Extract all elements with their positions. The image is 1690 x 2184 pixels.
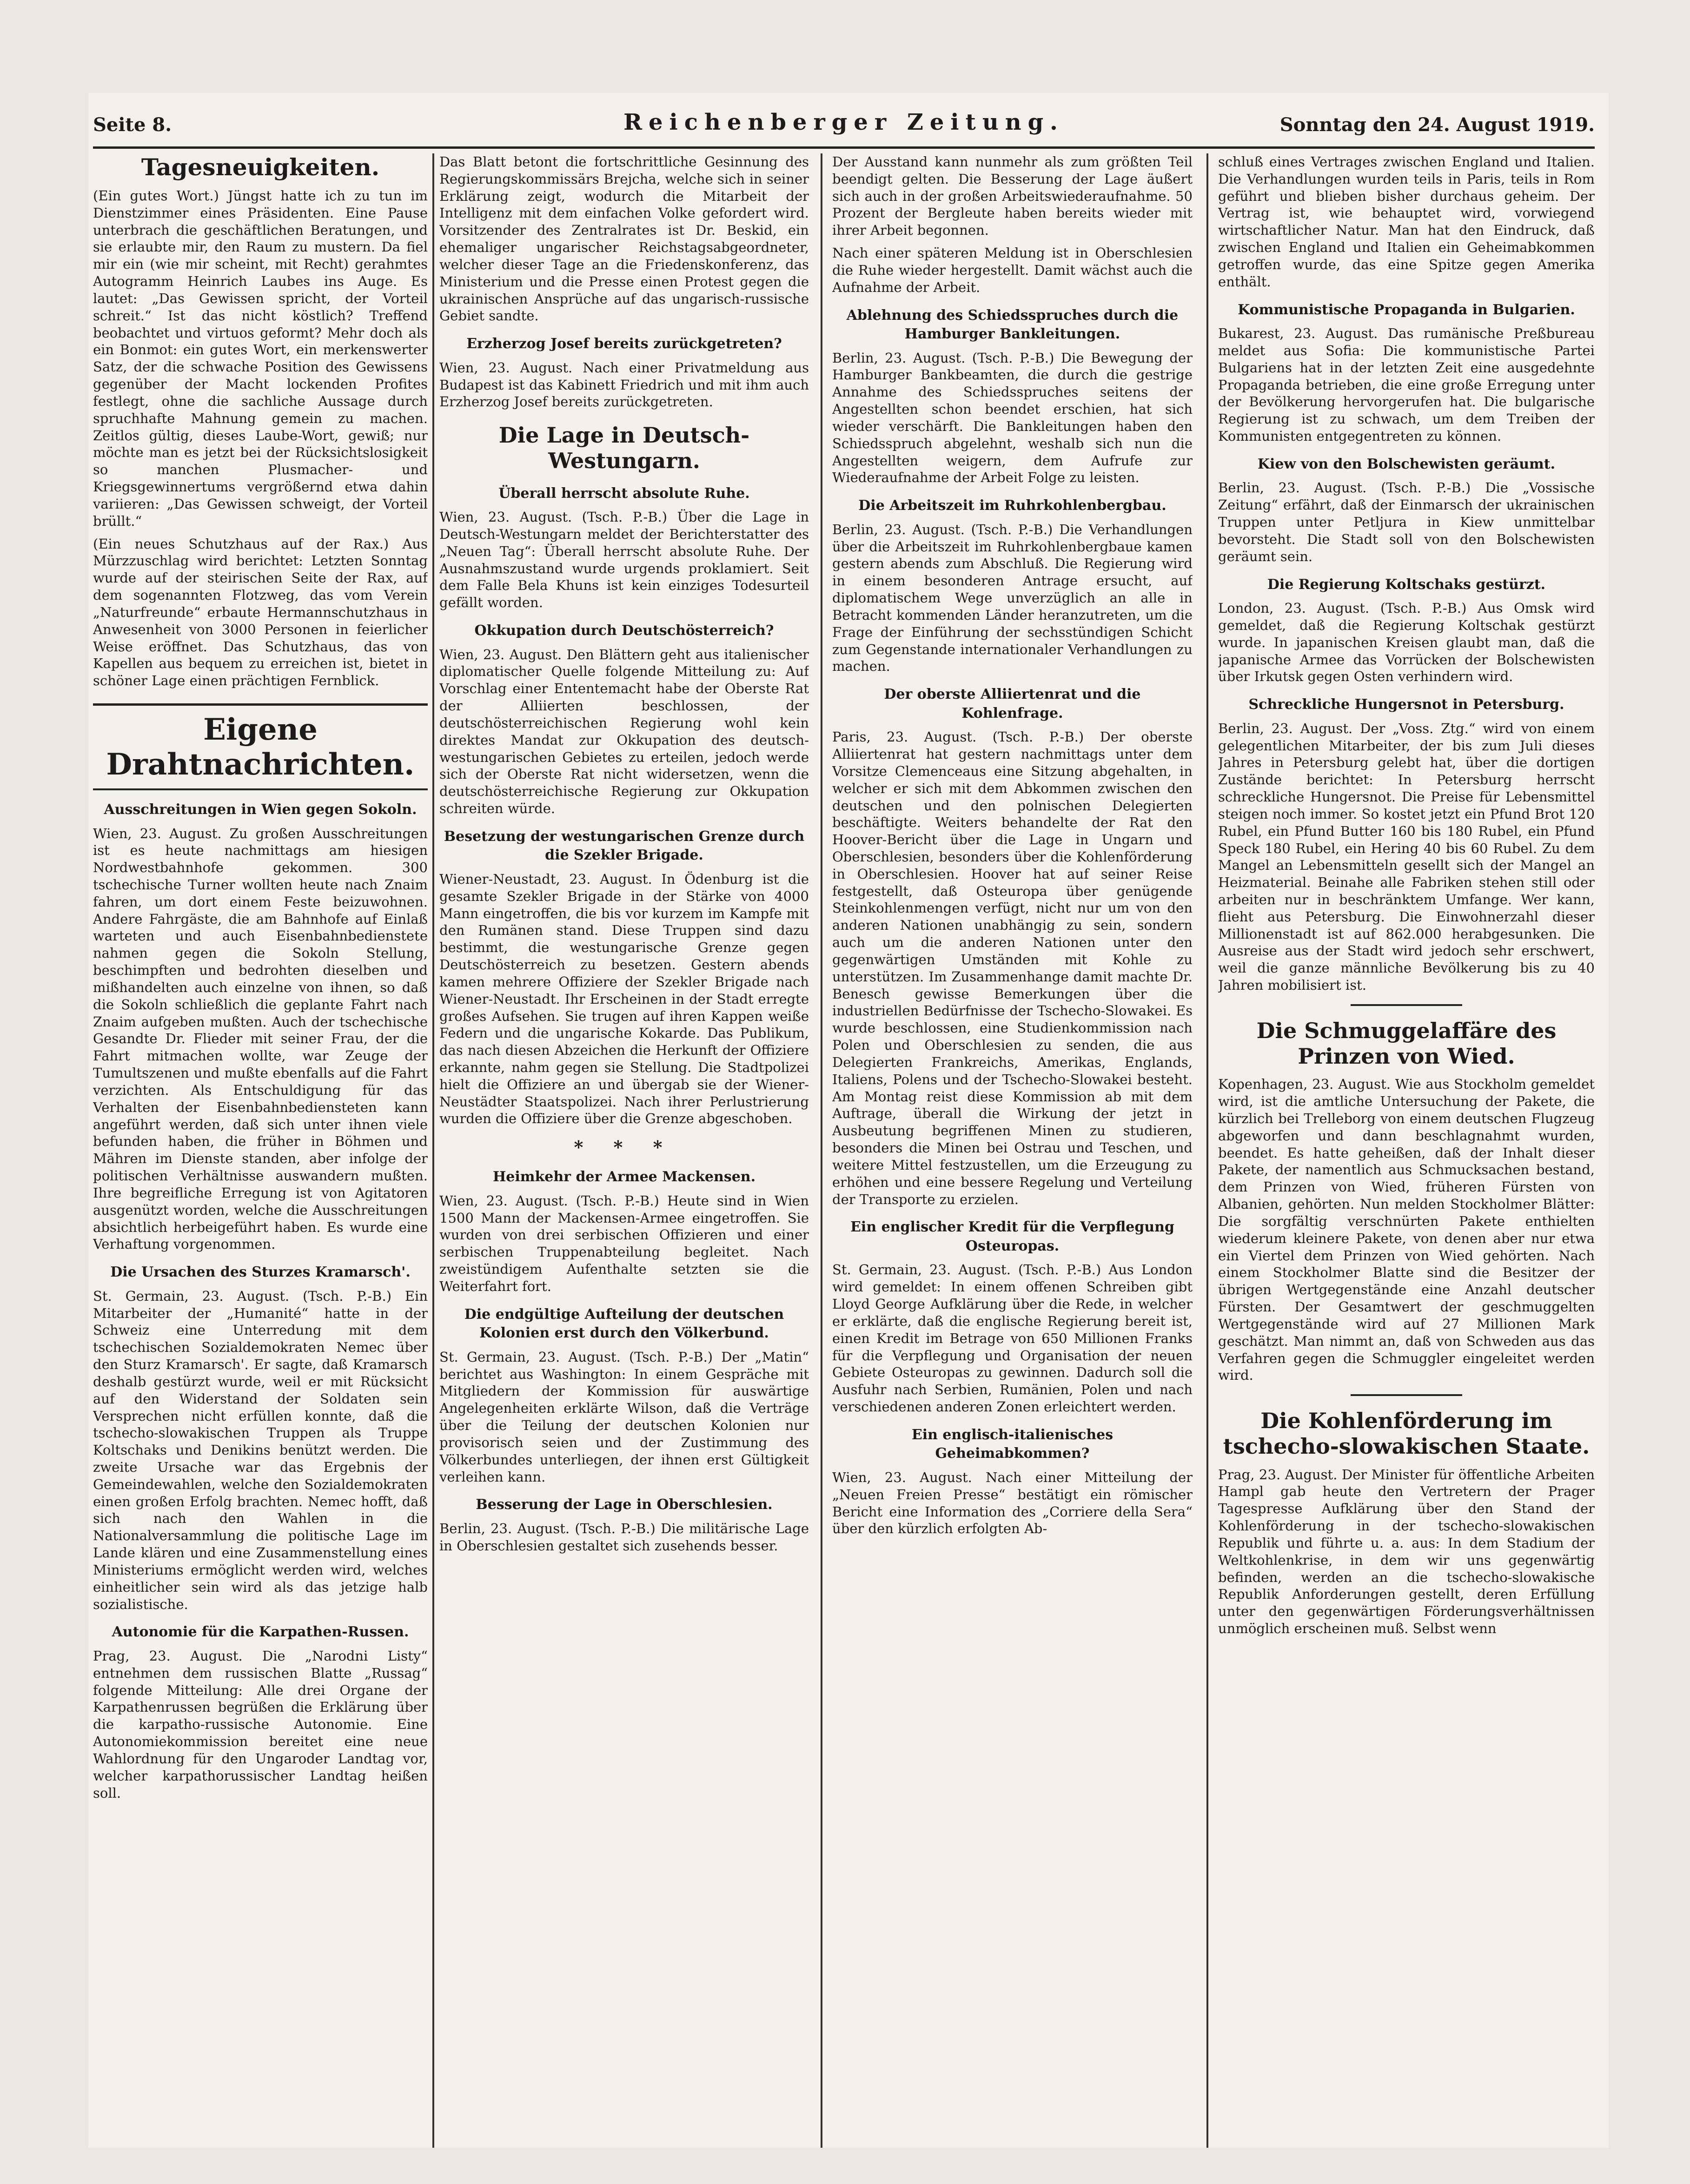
column-1 [93,153,428,2152]
article-headline: Ausschreitungen in Wien gegen Sokoln. [104,801,417,818]
article-headline: Der oberste Alliiertenrat und die Kohlenfrage. [884,686,1141,721]
article-paragraph: Prag, 23. August. Die „Narodni Listy“ entnehmen dem russischen Blatte „Russag“ folgende Mitteilung: Alle drei Organe der Karpathenrussen begrüßen die Erklärung über die karpatho-russische Autonomie. Eine Autonomiekommission bereitet eine neue Wahlordnung für den Ungaroder Landtag vor, welcher karpathorussischer Landtag heißen soll. [93,1648,428,1801]
article-title: Die Kohlenförderung im tschecho-slowakischen Staate. [1223,1408,1590,1459]
divider [1351,1394,1462,1396]
article-headline: Überall herrscht absolute Ruhe. [498,485,750,502]
article-headline: Die Regierung Koltschaks gestürzt. [1267,576,1546,593]
masthead-title: Reichenberger Zeitung. [623,109,1064,135]
article-headline: Heimkehr der Armee Mackensen. [492,1169,756,1185]
article-paragraph: Berlin, 23. August. (Tsch. P.-B.) Die Bewegung der Hamburger Bankbeamten, die durch die gestrige Annahme des Schiedsspruches seitens der Angestellten schon beendet erschien, hat sich wieder verschärft. Die Bankleitungen haben den Schiedsspruch abgelehnt, weshalb sich nun die Angestellten weigern, dem Aufrufe zur Wiederaufnahme der Arbeit Folge zu leisten. [832,350,1193,486]
article-paragraph: Das Blatt betont die fortschrittliche Gesinnung des Regierungskommissärs Brejcha, welche sich in seiner Erklärung zeigt, wodurch die Mitarbeit der Intelligenz mit dem einfachen Volke gefordert wird. Vorsitzender des Zentralrates ist Dr. Beskid, ein ehemaliger ungarischer Reichstagsabgeordneter, welcher dieser Tage an die Friedenskonferenz, das Ministerium und die Presse einen Protest gegen die ukrainischen Ansprüche auf das ungarisch-russische Gebiet sandte. [439,154,809,324]
article-paragraph: schluß eines Vertrages zwischen England und Italien. Die Verhandlungen wurden teils in Paris, teils in Rom geführt und blieben bisher durchaus geheim. Der Vertrag ist, wie behauptet wird, vorwiegend wirtschaftlicher Natur. Man hat den Eindruck, daß zwischen England und Italien ein Geheimabkommen getroffen wurde, das eine Spitze gegen Amerika enthält. [1218,154,1595,290]
article-paragraph: Wiener-Neustadt, 23. August. In Ödenburg ist die gesamte Szekler Brigade in der Stärke von 4000 Mann eingetroffen, die bis vor kurzem im Kampfe mit den Rumänen stand. Diese Truppen sind dazu bestimmt, die westungarische Grenze gegen Deutschösterreich zu besetzen. Gestern abends kamen mehrere Offiziere der Szekler Brigade nach Wiener-Neustadt. Ihr Erscheinen in der Stadt erregte großes Aufsehen. Sie trugen auf ihren Kappen weiße Federn und die ungarische Kokarde. Das Publikum, das nach diesen Abzeichen die Herkunft der Offiziere erkannte, nahm gegen sie Stellung. Die Stadtpolizei hielt die Offiziere an und übergab sie der Wiener-Neustädter Staatspolizei. Nach ihrer Perlustrierung wurden die Offiziere über die Grenze abgeschoben. [439,871,809,1127]
article-headline: Kiew von den Bolschewisten geräumt. [1257,456,1556,472]
section-banner: Eigene Drahtnachrichten. [93,703,428,790]
divider [1351,1004,1462,1006]
article-title: Die Lage in Deutsch-Westungarn. [498,423,750,474]
article-paragraph: St. Germain, 23. August. (Tsch. P.-B.) Der „Matin“ berichtet aus Washington: In einem Gespräche mit Mitgliedern der Kommission für auswärtige Angelegenheiten erklärte Wilson, daß die Verträge über die Teilung der deutschen Kolonien nur provisorisch seien und der Zustimmung des Völkerbundes unterliegen, der ihnen erst Gültigkeit verleihen kann. [439,1349,809,1485]
article-headline: Ablehnung des Schiedsspruches durch die Hamburger Bankleitungen. [846,307,1179,343]
column-rule [432,153,434,2148]
article-paragraph: St. Germain, 23. August. (Tsch. P.-B.) Aus London wird gemeldet: In einem offenen Schreiben gibt Lloyd George Aufklärung über die Rede, in welcher er erklärte, daß die englische Regierung bereit ist, einen Kredit im Betrage von 650 Millionen Franks für die Verpflegung und Organisation der neuen Gebiete Osteuropas zu gewinnen. Dadurch soll die Ausfuhr nach Serbien, Rumänien, Polen und nach verschiedenen anderen Zonen erleichtert werden. [832,1262,1193,1415]
article-paragraph: Berlin, 23. August. (Tsch. P.-B.) Die Verhandlungen über die Arbeitszeit im Ruhrkohlenbergbaue kamen gestern abends zum Abschluß. Die Regierung wird in einem besonderen Antrage ersucht, auf diplomatischem Wege unverzüglich an alle in Betracht kommenden Länder heranzutreten, um die Frage der Einführung der sechsstündigen Schicht zum Gegenstande internationaler Verhandlungen zu machen. [832,521,1193,675]
column-rule [1206,153,1208,2148]
section-separator: * * * [574,1137,675,1158]
column-3 [832,153,1193,2152]
issue-date: Sonntag den 24. August 1919. [1279,114,1595,136]
article-paragraph: London, 23. August. (Tsch. P.-B.) Aus Omsk wird gemeldet, daß die Regierung Koltschak gestürzt wurde. In japanischen Kreisen glaubt man, daß die japanische Armee das Vorrücken der Bolschewisten über Irkutsk gegen Osten verhindern wird. [1218,600,1595,685]
section-heading: Tagesneuigkeiten. [141,153,380,181]
column-2 [439,153,809,2152]
article-headline: Die Ursachen des Sturzes Kramarsch'. [110,1264,411,1281]
article-paragraph: Wien, 23. August. (Tsch. P.-B.) Über die Lage in Deutsch-Westungarn meldet der Berichterstatter des „Neuen Tag“: Überall herrscht absolute Ruhe. Der Ausnahmszustand wurde urgends proklamiert. Seit dem Falle Bela Khuns ist kein einziges Todesurteil gefällt worden. [439,509,809,611]
article-paragraph: Nach einer späteren Meldung ist in Oberschlesien die Ruhe wieder hergestellt. Damit wächst auch die Aufnahme der Arbeit. [832,245,1193,295]
article-paragraph: Wien, 23. August. (Tsch. P.-B.) Heute sind in Wien 1500 Mann der Mackensen-Armee eingetroffen. Sie wurden von drei serbischen Offizieren und einer serbischen Truppenabteilung begleitet. Nach zweistündigem Aufenthalte setzten sie die Weiterfahrt fort. [439,1192,809,1294]
article-paragraph: Kopenhagen, 23. August. Wie aus Stockholm gemeldet wird, ist die amtliche Untersuchung der Pakete, die kürzlich bei Trelleborg von einem deutschen Flugzeug abgeworfen und dann beschlagnahmt wurden, beendet. Es hatte geheißen, daß der Inhalt dieser Pakete, der namentlich aus Schmucksachen bestand, dem Prinzen von Wied, früheren Fürsten von Albanien, gehörten. Nun melden Stockholmer Blätter: Die sorgfältig verschnürten Pakete enthielten wiederum kleinere Pakete, von denen aber nur etwa ein Viertel dem Prinzen von Wied gehörten. Nach einem Stockholmer Blatte sind die Besitzer der übrigen Wertgegenstände eine Anzahl deutscher Fürsten. Der Gesamtwert der geschmuggelten Wertgegenstände wird auf 27 Millionen Mark geschätzt. Man nimmt an, daß von Schweden aus das Verfahren gegen die Schmuggler eingeleitet werden wird. [1218,1076,1595,1383]
article-headline: Die Arbeitszeit im Ruhrkohlenbergbau. [858,497,1166,514]
article-headline: Besserung der Lage in Oberschlesien. [476,1496,773,1513]
article-paragraph: St. Germain, 23. August. (Tsch. P.-B.) Ein Mitarbeiter der „Humanité“ hatte in der Schweiz eine Unterredung mit dem tschechischen Sozialdemokraten Nemec über den Sturz Kramarsch'. Er sagte, daß Kramarsch deshalb gestürzt wurde, weil er mit Rücksicht auf den Widerstand der Soldaten sein Versprechen nicht erfüllen konnte, daß die tschecho-slowakischen Truppen als Truppe Koltschaks und Denikins benützt werden. Die zweite Ursache war das Ergebnis der Gemeindewahlen, welche den Sozialdemokraten einen großen Erfolg brachten. Nemec hofft, daß sich nach den Wahlen in die Nationalversammlung die politische Lage im Lande klären und eine Zusammenstellung eines Ministeriums ermöglicht werden wird, welches einheitlicher sein wird als das jetzige halb sozialistische. [93,1288,428,1612]
article-paragraph: Bukarest, 23. August. Das rumänische Preßbureau meldet aus Sofia: Die kommunistische Partei Bulgariens hat in der letzten Zeit eine ausgedehnte Propaganda betrieben, die eine große Erregung unter der Bevölkerung hervorgerufen hat. Die bulgarische Regierung ist zu schwach, um dem Treiben der Kommunisten entgegentreten zu können. [1218,325,1595,444]
article-headline: Schreckliche Hungersnot in Petersburg. [1248,696,1564,713]
article-headline: Okkupation durch Deutschösterreich? [474,622,774,639]
column-4 [1218,153,1595,2152]
article-paragraph: Berlin, 23. August. Der „Voss. Ztg.“ wird von einem gelegentlichen Mitarbeiter, der bis zum Juli dieses Jahres in Petersburg gelebt hat, über die dortigen Zustände berichtet: In Petersburg herrscht schreckliche Hungersnot. Die Preise für Lebensmittel steigen noch immer. So kostet jetzt ein Pfund Brot 120 Rubel, ein Pfund Butter 160 bis 180 Rubel, ein Pfund Speck 180 Rubel, ein Hering 40 bis 60 Rubel. Zu dem Mangel an Lebensmitteln gesellt sich der Mangel an Heizmaterial. Beinahe alle Fabriken stehen still oder arbeiten nur in beschränktem Umfange. Wer kann, flieht aus Petersburg. Die Einwohnerzahl dieser Millionenstadt ist auf 862.000 herabgesunken. Die Ausreise aus der Stadt wird jedoch sehr erschwert, weil die ganze männliche Bevölkerung bis zu 40 Jahren mobilisiert ist. [1218,720,1595,993]
article-headline: Besetzung der westungarischen Grenze durch die Szekler Brigade. [444,828,805,864]
article-title: Die Schmuggelaffäre des Prinzen von Wied. [1256,1018,1557,1069]
article-paragraph: Wien, 23. August. Zu großen Ausschreitungen ist es heute nachmittags am hiesigen Nordwestbahnhofe gekommen. 300 tschechische Turner wollten heute nach Znaim fahren, um dort einem Feste beizuwohnen. Andere Fahrgäste, die am Bahnhofe auf Einlaß warteten und auch Eisenbahnbedienstete nahmen gegen die Sokoln Stellung, beschimpften und bedrohten dieselben und mißhandelten auch einzelne von ihnen, so daß die Sokoln schließlich die geplante Fahrt nach Znaim aufgeben mußten. Auch der tschechische Gesandte Dr. Flieder mit seiner Frau, der die Fahrt mitmachen wollte, war Zeuge der Tumultszenen und mußte ebenfalls auf die Fahrt verzichten. Als Entschuldigung für das Verhalten der Eisenbahnbediensteten kann angeführt werden, daß sich unter ihnen viele befunden haben, die früher in Böhmen und Mähren im Dienste standen, aber infolge der politischen Verhältnisse auswandern mußten. Ihre begreifliche Erregung ist von Agitatoren ausgenützt worden, welche die Ausschreitungen absichtlich herbeigeführt haben. Es wurde eine Verhaftung vorgenommen. [93,825,428,1252]
article-headline: Ein englisch-italienisches Geheimabkommen? [911,1426,1113,1462]
article-paragraph: Berlin, 23. August. (Tsch. P.-B.) Die „Vossische Zeitung“ erfährt, daß der Einmarsch der ukrainischen Truppen unter Petljura in Kiew unmittelbar bevorsteht. Die Stadt soll von den Bolschewisten geräumt sein. [1218,480,1595,564]
article-paragraph: (Ein gutes Wort.) Jüngst hatte ich zu tun im Dienstzimmer eines Präsidenten. Eine Pause unterbrach die geschäftlichen Beratungen, und sie erlaubte mir, den Raum zu mustern. Da fiel mir ein (wie mir scheint, mit Recht) gerahmtes Autogramm Heinrich Laubes ins Auge. Es lautet: „Das Gewissen spricht, der Vorteil schreit.“ Ist das nicht köstlich? Treffend beobachtet und virtuos geformt? Mehr doch als ein Bonmot: ein gutes Wort, ein merkenswerter Satz, der die schwache Position des Gewissens gegenüber der Macht lockenden Profites festlegt, ohne die sachliche Aussage durch spruchhafte Mahnung gemein zu machen. Zeitlos gültig, dieses Laube-Wort, gewiß; nur möchte man es jetzt bei der Rücksichtslosigkeit so manchen Plusmacher- und Kriegsgewinnertums vergrößernd etwa dahin variieren: „Das Gewissen schweigt, der Vorteil brüllt.“ [93,188,428,529]
article-headline: Kommunistische Propaganda in Bulgarien. [1238,301,1575,318]
article-paragraph: (Ein neues Schutzhaus auf der Rax.) Aus Mürzzuschlag wird berichtet: Letzten Sonntag wurde auf der steirischen Seite der Rax, auf dem sogenannten Flotzweg, das vom Verein „Naturfreunde“ erbaute Hermannschutzhaus in Anwesenheit von 3000 Personen in feierlicher Weise eröffnet. Das Schutzhaus, das von Kapellen aus bequem zu erreichen ist, bietet in schöner Lage einen prächtigen Fernblick. [93,536,428,689]
article-paragraph: Der Ausstand kann nunmehr als zum größten Teil beendigt gelten. Die Besserung der Lage äußert sich auch in der großen Arbeitswiederaufnahme. 50 Prozent der Bergleute haben bereits wieder mit ihrer Arbeit begonnen. [832,154,1193,238]
article-headline: Erzherzog Josef bereits zurückgetreten? [466,336,782,352]
article-paragraph: Wien, 23. August. Den Blättern geht aus italienischer diplomatischer Quelle folgende Mitteilung zu: Auf Vorschlag einer Ententemacht habe der Oberste Rat der Alliierten beschlossen, der deutschösterreichischen Regierung wohl kein direktes Mandat zur Okkupation des deutsch-westungarischen Gebietes zu erteilen, jedoch werde sich der Oberste Rat nicht widersetzen, wenn die deutschösterreichische Regierung zur Okkupation schreiten würde. [439,646,809,817]
article-paragraph: Wien, 23. August. Nach einer Mitteilung der „Neuen Freien Presse“ bestätigt ein römischer Bericht eine Information des „Corriere della Sera“ über den kürzlich erfolgten Ab- [832,1469,1193,1537]
column-rule [821,153,822,2148]
page-header [93,109,1595,149]
article-paragraph: Prag, 23. August. Der Minister für öffentliche Arbeiten Hampl gab heute den Vertretern der Prager Tagespresse Aufklärung über den Stand der Kohlenförderung in der tschecho-slowakischen Republik und führte u. a. aus: In dem Stadium der Weltkohlenkrise, in dem wir uns gegenwärtig befinden, werden an die tschecho-slowakische Republik Anforderungen gestellt, deren Erfüllung unter den gegenwärtigen Förderungsverhältnissen unmöglich erscheinen muß. Selbst wenn [1218,1466,1595,1637]
article-headline: Die endgültige Aufteilung der deutschen Kolonien erst durch den Völkerbund. [464,1306,784,1342]
article-headline: Autonomie für die Karpathen-Russen. [112,1624,409,1641]
article-paragraph: Berlin, 23. August. (Tsch. P.-B.) Die militärische Lage in Oberschlesien gestaltet sich zusehends besser. [439,1520,809,1554]
article-headline: Ein englischer Kredit für die Verpflegung Osteuropas. [850,1219,1174,1254]
article-paragraph: Wien, 23. August. Nach einer Privatmeldung aus Budapest ist das Kabinett Friedrich und mit ihm auch Erzherzog Josef bereits zurückgetreten. [439,359,809,410]
page-number: Seite 8. [93,114,172,136]
article-paragraph: Paris, 23. August. (Tsch. P.-B.) Der oberste Alliiertenrat hat gestern nachmittags unter dem Vorsitze Clemenceaus eine Sitzung abgehalten, in welcher er sich mit dem Abkommen zwischen den deutschen und den polnischen Delegierten beschäftigte. Weiters behandelte der Rat den Hoover-Bericht über die Lage in Ungarn und Oberschlesien, besonders über die Kohlenförderung in Oberschlesien. Hoover hat auf seiner Reise festgestellt, daß Osteuropa über genügende Steinkohlenmengen verfügt, nicht nur um von den anderen Nationen unabhängig zu sein, sondern auch um die anderen Nationen unter den gegenwärtigen Umständen mit Kohle zu unterstützen. Im Zusammenhange damit machte Dr. Benesch gewisse Bemerkungen über die industriellen Bedürfnisse der Tschecho-Slowakei. Es wurde beschlossen, eine Studienkommission nach Polen und Oberschlesien zu senden, die aus Delegierten Frankreichs, Amerikas, Englands, Italiens, Polens und der Tschecho-Slowakei besteht. Am Montag reist diese Kommission ab mit dem Auftrage, überall die Wirkung der jetzt in Ausbeutung begriffenen Minen zu studieren, besonders die Minen bei Ostrau und Teschen, und weitere Mittel festzustellen, um die Erzeugung zu erhöhen und eine bessere Regelung und Verteilung der Transporte zu erzielen. [832,729,1193,1207]
